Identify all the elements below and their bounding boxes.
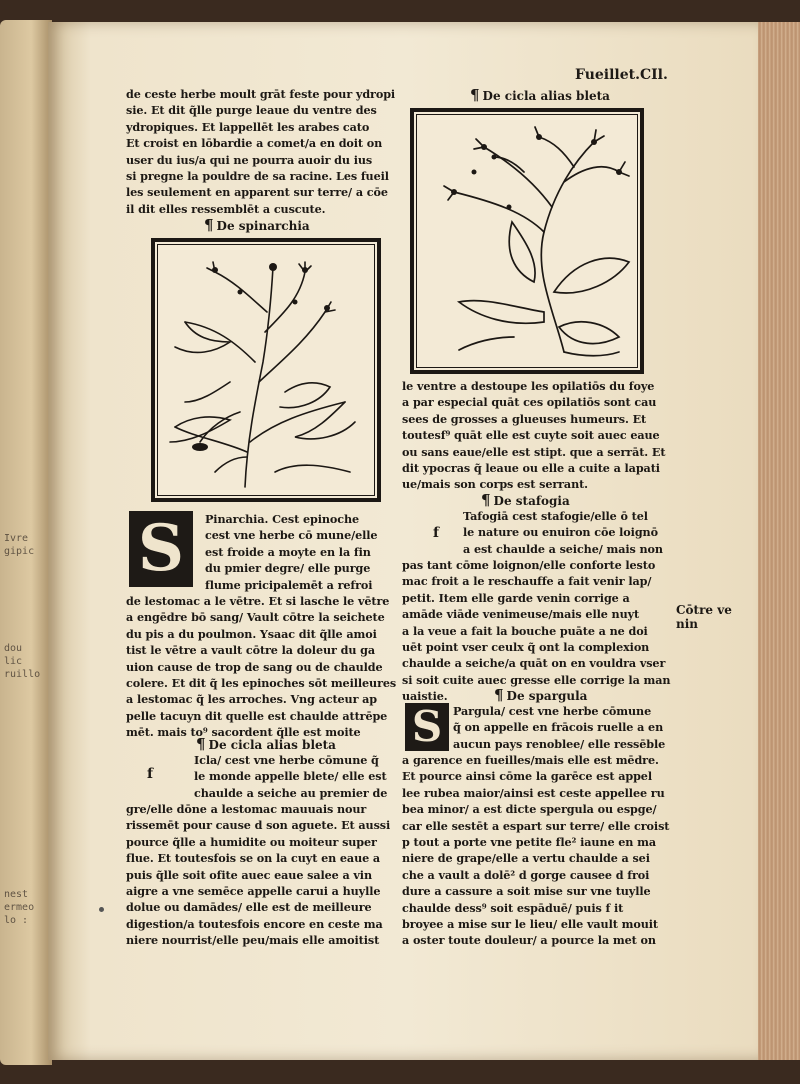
text-line: petit. Item elle garde venin corrige a xyxy=(402,590,630,605)
heading-cicla-left xyxy=(196,735,336,753)
margin-note-line: nin xyxy=(676,617,699,631)
stafogia-margin-letter: f xyxy=(433,525,440,541)
stafogia-body-text xyxy=(402,557,670,705)
text-line: a engēdre bō sang/ Vault cōtre la seichete xyxy=(126,610,385,625)
text-line: mēt. mais to⁹ sacordent q̃lle est moite xyxy=(126,725,361,740)
text-line: che a vault a dolē² d gorge causee d froi xyxy=(402,867,650,882)
cicla-continued-text xyxy=(402,378,665,493)
heading-text: De cicla alias bleta xyxy=(208,738,336,752)
text-line: le monde appelle blete/ elle est xyxy=(194,769,387,784)
text-line: niere nourrist/elle peu/mais elle amoitist xyxy=(126,933,380,948)
text-line: de ceste herbe moult grāt feste pour ydropi xyxy=(126,87,396,101)
spargula-body-text xyxy=(402,752,669,949)
heading-spargula xyxy=(494,686,587,704)
cicla-margin-letter: f xyxy=(147,766,154,782)
text-line: a lestomac q̃ les arroches. Vng acteur ap xyxy=(126,692,378,707)
text-line: chaulde dess⁹ soit espāduē/ puis f it xyxy=(402,900,624,915)
margin-note-line: ruillo xyxy=(4,669,41,680)
text-line: uēt point vser ceulx q̃ ont la complexion xyxy=(402,640,650,655)
text-line: gre/elle dōne a lestomac mauuais nour xyxy=(126,802,367,816)
initial-letter-s: S xyxy=(129,511,193,587)
text-line: Tafogiā cest stafogie/elle ō tel xyxy=(463,509,648,523)
text-line: du pmier degre/ elle purge xyxy=(205,561,371,576)
left-margin-note-3 xyxy=(4,888,34,927)
text-line: sie. Et dit q̃lle purge leaue du ventre des xyxy=(126,103,377,118)
text-line: a est chaulde a seiche/ mais non xyxy=(463,541,663,556)
text-line: du pis a du poulmon. Ysaac dit q̃lle amoi xyxy=(126,626,377,641)
text-line: q̃ on appelle en frācois ruelle a en xyxy=(453,720,664,735)
heading-spinarchia xyxy=(204,216,310,234)
heading-text: De spargula xyxy=(506,689,588,703)
text-line: est froide a moyte en la fin xyxy=(205,544,371,559)
text-line: digestion/a toutesfois encore en ceste ma xyxy=(126,916,383,931)
woodcut-spinarchia xyxy=(151,238,381,502)
heading-stafogia xyxy=(481,491,570,509)
text-line: amāde viāde venimeuse/mais elle nuyt xyxy=(402,607,640,622)
text-line: lee rubea maior/ainsi est ceste appellee ru xyxy=(402,785,665,800)
text-line: a la veue a fait la bouche puāte a ne doi xyxy=(402,623,648,638)
text-line: pelle tacuyn dit quelle est chaulde attrēpe xyxy=(126,708,388,723)
text-line: Pargula/ cest vne herbe cōmune xyxy=(453,704,652,718)
text-line: a garence en fueilles/mais elle est mēdre. xyxy=(402,753,659,767)
margin-note-line: ermeo xyxy=(4,902,35,913)
text-line: dure a cassure a soit mise sur vne tuylle xyxy=(402,884,651,899)
text-line: ydropiques. Et lappellēt les arabes cato xyxy=(126,119,370,134)
text-line: bea minor/ a est dicte spergula ou espge/ xyxy=(402,802,657,817)
initial-letter-s-spargula: S xyxy=(405,703,449,751)
margin-note-line: dou xyxy=(4,643,23,654)
left-column-top-text xyxy=(126,86,395,217)
text-line: ue/mais son corps est serrant. xyxy=(402,477,588,492)
spinarchia-body-text xyxy=(126,593,396,741)
text-line: ou sans eaue/elle est stipt. que a serrāt. Et xyxy=(402,444,666,459)
folio-number: Fueillet.CIl. xyxy=(575,67,668,83)
text-line: le nature ou enuiron cōe loignō xyxy=(463,525,658,540)
text-line: chaulde a seiche/a quāt on en vouldra vser xyxy=(402,656,666,671)
text-line: broyee a mise sur le lieu/ elle vault mouit xyxy=(402,917,658,932)
text-line: il dit elles ressemblēt a cuscute. xyxy=(126,201,326,216)
text-line: Icla/ cest vne herbe cōmune q̃ xyxy=(194,753,379,767)
text-line: si pregne la pouldre de sa racine. Les fueil xyxy=(126,169,389,184)
margin-note-line: lic xyxy=(4,656,23,667)
text-line: Et pource ainsi cōme la garēce est appel xyxy=(402,769,652,784)
text-line: sees de grosses a glueuses humeurs. Et xyxy=(402,411,647,426)
text-line: uion cause de trop de sang ou de chaulde xyxy=(126,659,383,674)
text-line: pas tant cōme loignon/elle conforte lesto xyxy=(402,558,656,572)
text-line: les seulement en apparent sur terre/ a cōe xyxy=(126,185,388,200)
spinach-plant-icon xyxy=(155,242,377,498)
stafogia-intro-text xyxy=(463,508,663,557)
text-line: mac froit a le reschauffe a fait venir lap/ xyxy=(402,574,652,589)
margin-note-line: Ivre xyxy=(4,533,29,544)
text-line: chaulde a seiche au premier de xyxy=(194,785,388,800)
text-line: puis q̃lle soit ofite auec eaue salee a vin xyxy=(126,867,372,882)
text-line: uaistie. xyxy=(402,689,448,704)
heading-cicla-right xyxy=(470,86,610,104)
margin-note-line: lo : xyxy=(4,915,29,926)
text-line: aigre a vne semēce appelle carui a huylle xyxy=(126,884,381,899)
text-line: a par especial quāt ces opilatiōs sont cau xyxy=(402,395,657,410)
heading-text: De cicla alias bleta xyxy=(482,89,610,103)
pilcrow-icon: ¶ xyxy=(196,735,206,753)
text-line: si soit cuite auec gresse elle corrige la man xyxy=(402,672,671,687)
pilcrow-icon: ¶ xyxy=(481,491,491,509)
left-margin-note-2 xyxy=(4,642,40,681)
pilcrow-icon: ¶ xyxy=(470,86,480,104)
heading-text: De stafogia xyxy=(493,494,570,508)
text-line: car elle sestēt a espart sur terre/ elle croist xyxy=(402,818,670,833)
heading-text: De spinarchia xyxy=(216,219,310,233)
text-line: de lestomac a le vētre. Et si lasche le vētre xyxy=(126,594,390,608)
text-line: user du ius/a qui ne pourra auoir du ius xyxy=(126,152,373,167)
spinarchia-intro-text xyxy=(205,511,377,593)
text-line: Et croist en lōbardie a comet/a en doit on xyxy=(126,136,383,151)
text-line: flue. Et toutesfois se on la cuyt en eaue a xyxy=(126,851,381,866)
margin-note-line: Cōtre ve xyxy=(676,603,732,617)
ink-spot xyxy=(99,907,104,912)
pilcrow-icon: ¶ xyxy=(204,216,214,234)
text-line: tist le vētre a vault cōtre la doleur du ga xyxy=(126,643,376,658)
text-line: aucun pays renoblee/ elle ressēble xyxy=(453,736,666,751)
text-line: cest vne herbe cō mune/elle xyxy=(205,528,378,543)
pilcrow-icon: ¶ xyxy=(494,686,504,704)
text-line: le ventre a destoupe les opilatiōs du foye xyxy=(402,379,655,393)
text-line: dolue ou damādes/ elle est de meilleure xyxy=(126,900,372,915)
margin-note-contre-venin xyxy=(676,603,732,631)
text-line: Pinarchia. Cest epinoche xyxy=(205,512,360,526)
text-line: flume pricipalemēt a refroi xyxy=(205,577,373,592)
text-line: a oster toute douleur/ a pource la met on xyxy=(402,933,656,948)
text-line: colere. Et dit q̃ les epinoches sōt meilleures xyxy=(126,676,397,691)
chard-plant-icon xyxy=(414,112,640,370)
text-line: dit ypocras q̃ leaue ou elle a cuite a lapati xyxy=(402,461,660,476)
text-line: toutesf⁹ quāt elle est cuyte soit auec eaue xyxy=(402,428,660,443)
spargula-intro-text xyxy=(453,703,665,752)
cicla-body-text xyxy=(126,801,390,949)
left-margin-note-1 xyxy=(4,532,34,558)
text-line: pource q̃lle a humidite ou moiteur super xyxy=(126,834,377,849)
margin-note-line: nest xyxy=(4,889,29,900)
text-line: niere de grape/elle a vertu chaulde a sei xyxy=(402,851,650,866)
cicla-intro-text xyxy=(194,752,387,801)
text-line: p tout a porte vne petite fle² iaune en ma xyxy=(402,835,657,850)
text-line: rissemēt pour cause d son aguete. Et aussi xyxy=(126,818,391,833)
woodcut-cicla xyxy=(410,108,644,374)
page-edges xyxy=(758,22,800,1060)
margin-note-line: gipic xyxy=(4,546,35,557)
